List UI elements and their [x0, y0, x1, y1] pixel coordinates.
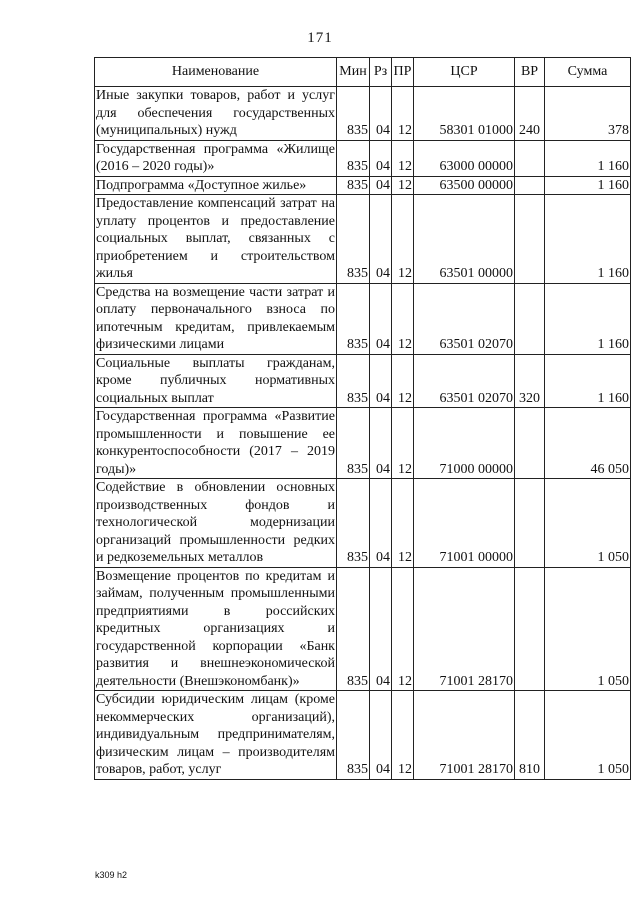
table-row — [95, 87, 631, 141]
row-name: Содействие в обновлении основных производственных фондов и технологической модернизации организаций промышленности редких и редкоземельных металлов — [96, 480, 335, 565]
row-vr — [515, 283, 545, 354]
row-pr: 12 — [392, 176, 414, 195]
header-name: Наименование — [95, 58, 337, 87]
row-rz: 04 — [370, 140, 392, 176]
row-rz: 04 — [370, 354, 392, 408]
header-sum: Сумма — [545, 58, 631, 87]
row-sum: 1 160 — [545, 195, 631, 284]
header-csr: ЦСР — [414, 58, 515, 87]
footer-code: k309 h2 — [95, 870, 128, 880]
row-name: Иные закупки товаров, работ и услуг для обеспечения государственных (муниципальных) нужд — [96, 88, 335, 138]
row-vr — [515, 567, 545, 691]
row-min: 835 — [337, 479, 370, 568]
row-min: 835 — [337, 408, 370, 479]
row-name: Возмещение процентов по кредитам и займам, полученным промышленными предприятиями в российских кредитных организациях и государственной корпорации «Банк развития и внешнеэкономической деятельности (Внешэкономбанк)» — [96, 568, 335, 689]
row-min: 835 — [337, 195, 370, 284]
table-row — [95, 408, 631, 479]
row-min: 835 — [337, 567, 370, 691]
row-pr: 12 — [392, 691, 414, 780]
row-csr: 71001 28170 — [414, 567, 515, 691]
row-csr: 63500 00000 — [414, 176, 515, 195]
row-vr: 320 — [515, 354, 545, 408]
row-sum: 1 050 — [545, 691, 631, 780]
row-min: 835 — [337, 87, 370, 141]
row-pr: 12 — [392, 87, 414, 141]
row-vr: 240 — [515, 87, 545, 141]
row-pr: 12 — [392, 354, 414, 408]
row-csr: 71001 00000 — [414, 479, 515, 568]
row-vr — [515, 479, 545, 568]
row-csr: 63501 02070 — [414, 354, 515, 408]
table-row — [95, 176, 631, 195]
header-min: Мин — [337, 58, 370, 87]
row-sum: 1 160 — [545, 176, 631, 195]
row-sum: 1 160 — [545, 283, 631, 354]
row-min: 835 — [337, 354, 370, 408]
table-row — [95, 283, 631, 354]
row-sum: 46 050 — [545, 408, 631, 479]
row-name: Субсидии юридическим лицам (кроме некоммерческих организаций), индивидуальным предпринимателям, физическим лицам – производителям товаров, работ, услуг — [96, 692, 335, 777]
row-sum: 1 160 — [545, 140, 631, 176]
row-min: 835 — [337, 691, 370, 780]
row-vr — [515, 140, 545, 176]
table-header — [95, 58, 631, 87]
row-pr: 12 — [392, 140, 414, 176]
row-rz: 04 — [370, 283, 392, 354]
row-csr: 71001 28170 — [414, 691, 515, 780]
table-body — [95, 87, 631, 780]
row-csr: 71000 00000 — [414, 408, 515, 479]
table-row — [95, 479, 631, 568]
row-sum: 378 — [545, 87, 631, 141]
header-pr: ПР — [392, 58, 414, 87]
row-rz: 04 — [370, 195, 392, 284]
page-number: 171 — [307, 30, 333, 46]
row-csr: 63501 00000 — [414, 195, 515, 284]
row-rz: 04 — [370, 408, 392, 479]
row-name: Средства на возмещение части затрат и оплату первоначального взноса по ипотечным кредитам, привлекаемым физическими лицами — [96, 284, 335, 352]
table-row — [95, 195, 631, 284]
row-csr: 58301 01000 — [414, 87, 515, 141]
row-min: 835 — [337, 283, 370, 354]
row-vr: 810 — [515, 691, 545, 780]
row-name: Социальные выплаты гражданам, кроме публичных нормативных социальных выплат — [96, 355, 335, 406]
header-rz: Рз — [370, 58, 392, 87]
row-pr: 12 — [392, 195, 414, 284]
row-sum: 1 050 — [545, 567, 631, 691]
row-min: 835 — [337, 140, 370, 176]
row-pr: 12 — [392, 479, 414, 568]
row-rz: 04 — [370, 691, 392, 780]
row-sum: 1 160 — [545, 354, 631, 408]
row-csr: 63000 00000 — [414, 140, 515, 176]
row-pr: 12 — [392, 283, 414, 354]
table-row — [95, 140, 631, 176]
row-vr — [515, 176, 545, 195]
row-rz: 04 — [370, 87, 392, 141]
row-vr — [515, 408, 545, 479]
row-name: Предоставление компенсаций затрат на уплату процентов и предоставление социальных выплат, связанных с приобретением и строительством жилья — [96, 196, 335, 281]
row-name: Государственная программа «Развитие промышленности и повышение ее конкурентоспособности (2017 – 2019 годы)» — [96, 409, 335, 477]
row-sum: 1 050 — [545, 479, 631, 568]
table-row — [95, 691, 631, 780]
row-csr: 63501 02070 — [414, 283, 515, 354]
row-name: Государственная программа «Жилище (2016 – 2020 годы)» — [96, 141, 335, 174]
header-vr: ВР — [515, 58, 545, 87]
row-rz: 04 — [370, 567, 392, 691]
table-row — [95, 567, 631, 691]
row-name: Подпрограмма «Доступное жилье» — [95, 176, 337, 195]
row-rz: 04 — [370, 479, 392, 568]
table-row — [95, 354, 631, 408]
row-pr: 12 — [392, 408, 414, 479]
row-pr: 12 — [392, 567, 414, 691]
row-min: 835 — [337, 176, 370, 195]
row-rz: 04 — [370, 176, 392, 195]
budget-table — [94, 57, 631, 780]
row-vr — [515, 195, 545, 284]
